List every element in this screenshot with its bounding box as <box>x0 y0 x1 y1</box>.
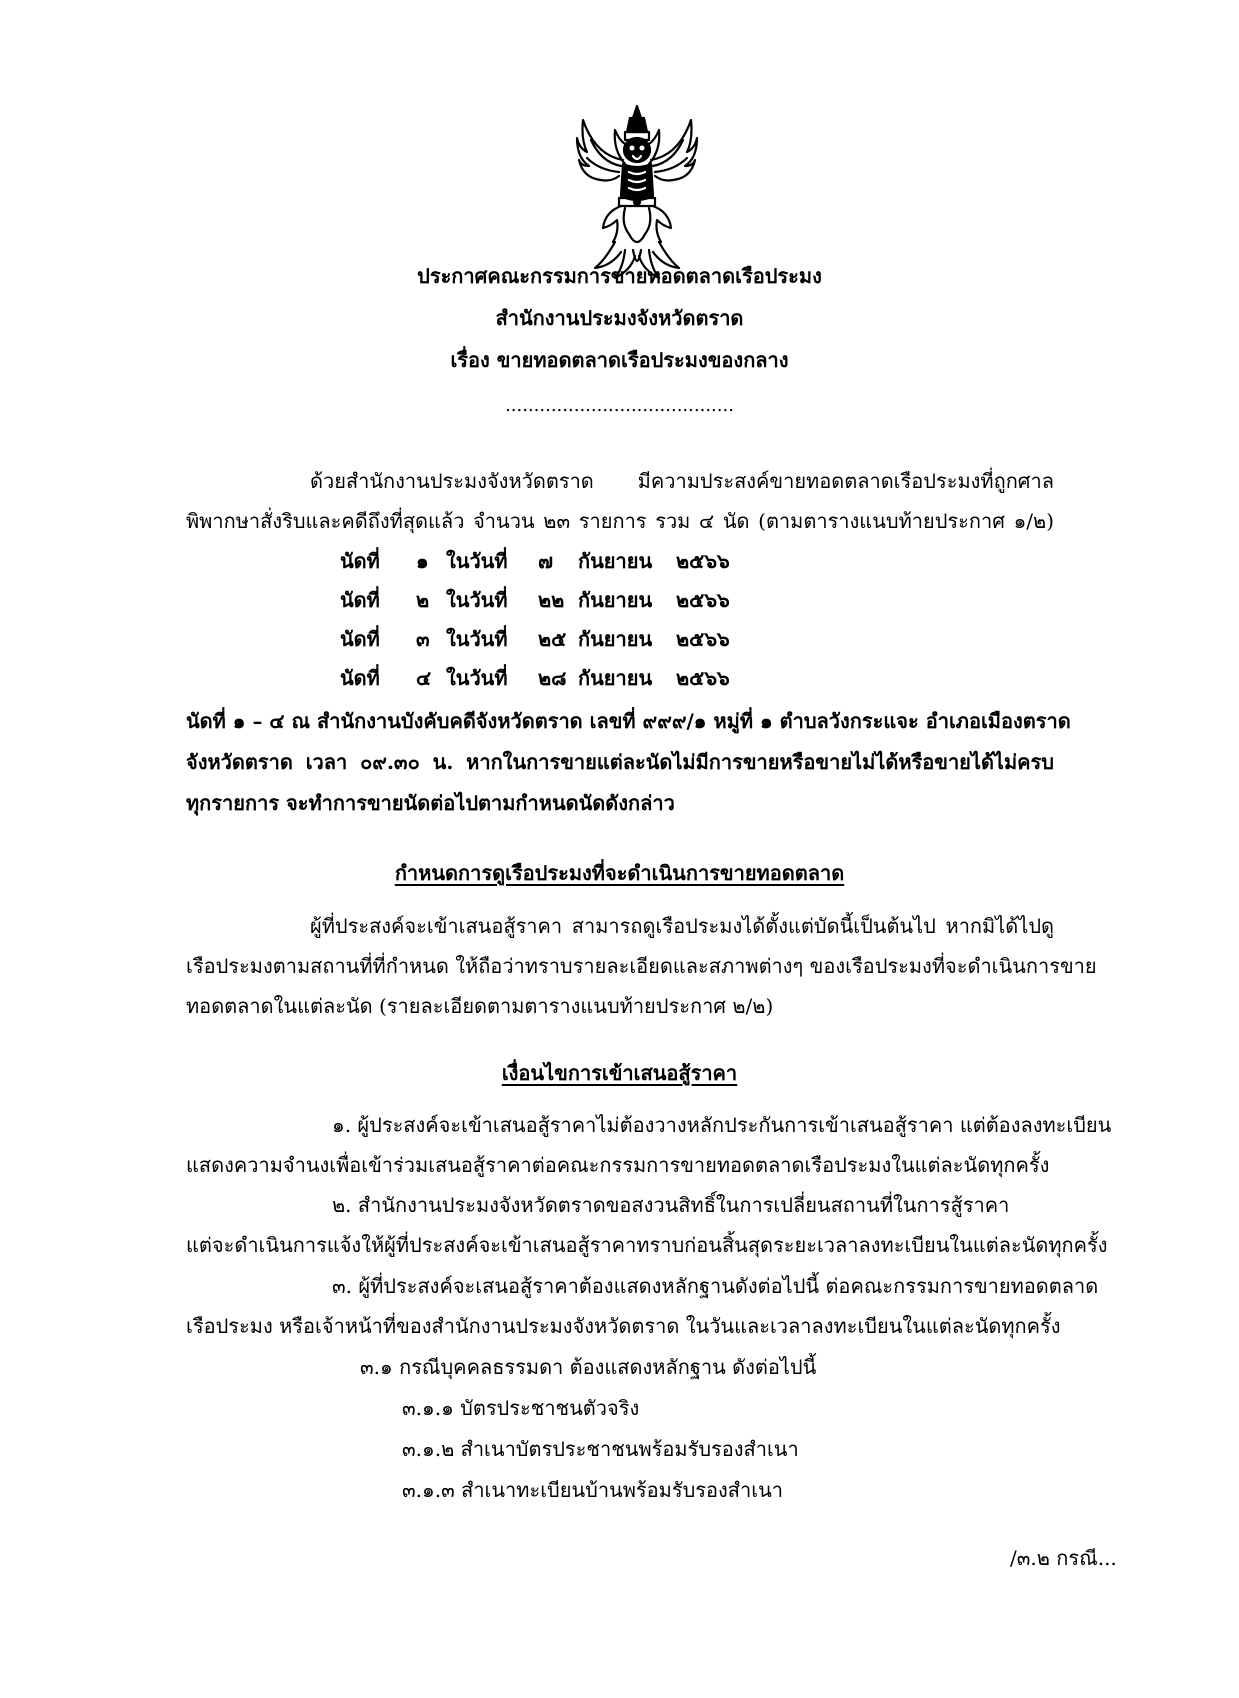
condition-3-1: ๓.๑ กรณีบุคคลธรรมดา ต้องแสดงหลักฐาน ดังต่อไปนี้ <box>360 1355 817 1379</box>
condition-2-line-2: แต่จะดำเนินการแจ้งให้ผู้ที่ประสงค์จะเข้าเสนอสู้ราคาทราบก่อนสิ้นสุดระยะเวลาลงทะเบียนในแต่ละนัดทุกครั้ง <box>186 1233 1108 1257</box>
schedule-month: กันยายน <box>578 666 653 690</box>
intro-line-1: ด้วยสำนักงานประมงจังหวัดตราด มีความประสงค์ขายทอดตลาดเรือประมงที่ถูกศาล <box>310 469 1054 493</box>
inspection-line-1: ผู้ที่ประสงค์จะเข้าเสนอสู้ราคา สามารถดูเรือประมงได้ตั้งแต่บัดนี้เป็นต้นไป หากมิได้ไปดู <box>310 914 1054 938</box>
schedule-year: ๒๕๖๖ <box>676 666 730 690</box>
schedule-day: ๒๕ <box>538 627 567 651</box>
title-separator: ........................................ <box>505 395 734 416</box>
schedule-label: นัดที่ <box>340 627 380 651</box>
venue-line-3: ทุกรายการ จะทำการขายนัดต่อไปตามกำหนดนัดดังกล่าว <box>186 791 675 815</box>
condition-1-line-2: แสดงความจำนงเพื่อเข้าร่วมเสนอสู้ราคาต่อคณะกรรมการขายทอดตลาดเรือประมงในแต่ละนัดทุกครั้ง <box>186 1153 1050 1177</box>
title-line-1: ประกาศคณะกรรมการขายทอดตลาดเรือประมง <box>417 264 822 288</box>
schedule-row-1 <box>340 548 760 574</box>
conditions-heading: เงื่อนไขการเข้าเสนอสู้ราคา <box>501 1061 738 1085</box>
schedule-year: ๒๕๖๖ <box>676 549 730 573</box>
condition-1-line-1: ๑. ผู้ประสงค์จะเข้าเสนอสู้ราคาไม่ต้องวางหลักประกันการเข้าเสนอสู้ราคา แต่ต้องลงทะเบียน <box>332 1113 1112 1137</box>
condition-2-line-1: ๒. สำนักงานประมงจังหวัดตราดขอสงวนสิทธิ์ในการเปลี่ยนสถานที่ในการสู้ราคา <box>332 1193 1010 1217</box>
schedule-day: ๒๒ <box>538 588 565 612</box>
inspection-line-3: ทอดตลาดในแต่ละนัด (รายละเอียดตามตารางแนบท้ายประกาศ ๒/๒) <box>186 994 774 1018</box>
schedule-on: ในวันที่ <box>446 627 508 651</box>
venue-line-2: จังหวัดตราด เวลา ๐๙.๓๐ น. หากในการขายแต่ละนัดไม่มีการขายหรือขายไม่ได้หรือขายได้ไม่ครบ <box>186 750 1054 774</box>
schedule-on: ในวันที่ <box>446 666 508 690</box>
schedule-month: กันยายน <box>578 627 653 651</box>
schedule-row-3 <box>340 626 760 652</box>
condition-3-1-3: ๓.๑.๓ สำเนาทะเบียนบ้านพร้อมรับรองสำเนา <box>402 1478 783 1502</box>
schedule-on: ในวันที่ <box>446 549 508 573</box>
schedule-number: ๓ <box>416 627 430 651</box>
schedule-number: ๔ <box>416 666 432 690</box>
inspection-heading: กำหนดการดูเรือประมงที่จะดำเนินการขายทอดตลาด <box>394 861 845 885</box>
schedule-day: ๒๘ <box>538 666 567 690</box>
condition-3-line-2: เรือประมง หรือเจ้าหน้าที่ของสำนักงานประมงจังหวัดตราด ในวันและเวลาลงทะเบียนในแต่ละนัดทุกครั้ง <box>186 1314 1061 1338</box>
schedule-day: ๗ <box>538 549 554 573</box>
garuda-emblem-icon <box>575 100 699 280</box>
schedule-number: ๑ <box>416 549 429 573</box>
schedule-label: นัดที่ <box>340 549 380 573</box>
schedule-on: ในวันที่ <box>446 588 508 612</box>
schedule-month: กันยายน <box>578 588 653 612</box>
condition-3-line-1: ๓. ผู้ที่ประสงค์จะเสนอสู้ราคาต้องแสดงหลักฐานดังต่อไปนี้ ต่อคณะกรรมการขายทอดตลาด <box>332 1274 1099 1298</box>
schedule-row-4 <box>340 665 760 691</box>
title-line-3: เรื่อง ขายทอดตลาดเรือประมงของกลาง <box>450 348 789 372</box>
schedule-row-2 <box>340 587 760 613</box>
condition-3-1-2: ๓.๑.๒ สำเนาบัตรประชาชนพร้อมรับรองสำเนา <box>402 1437 799 1461</box>
schedule-year: ๒๕๖๖ <box>676 588 730 612</box>
schedule-year: ๒๕๖๖ <box>676 627 730 651</box>
schedule-label: นัดที่ <box>340 666 380 690</box>
condition-3-1-1: ๓.๑.๑ บัตรประชาชนตัวจริง <box>402 1396 640 1420</box>
title-line-2: สำนักงานประมงจังหวัดตราด <box>495 306 744 330</box>
venue-line-1: นัดที่ ๑ – ๔ ณ สำนักงานบังคับคดีจังหวัดตราด เลขที่ ๙๙๙/๑ หมู่ที่ ๑ ตำบลวังกระแจะ อำเภอเมืองตราด <box>186 709 1071 733</box>
schedule-number: ๒ <box>416 588 430 612</box>
schedule-label: นัดที่ <box>340 588 380 612</box>
schedule-month: กันยายน <box>578 549 653 573</box>
page-continued-marker: /๓.๒ กรณี... <box>1010 1546 1117 1570</box>
inspection-line-2: เรือประมงตามสถานที่ที่กำหนด ให้ถือว่าทราบรายละเอียดและสภาพต่างๆ ของเรือประมงที่จะดำเนินการขาย <box>186 954 1097 978</box>
intro-line-2: พิพากษาสั่งริบและคดีถึงที่สุดแล้ว จำนวน ๒๓ รายการ รวม ๔ นัด (ตามตารางแนบท้ายประกาศ ๑/๒) <box>186 509 1054 533</box>
